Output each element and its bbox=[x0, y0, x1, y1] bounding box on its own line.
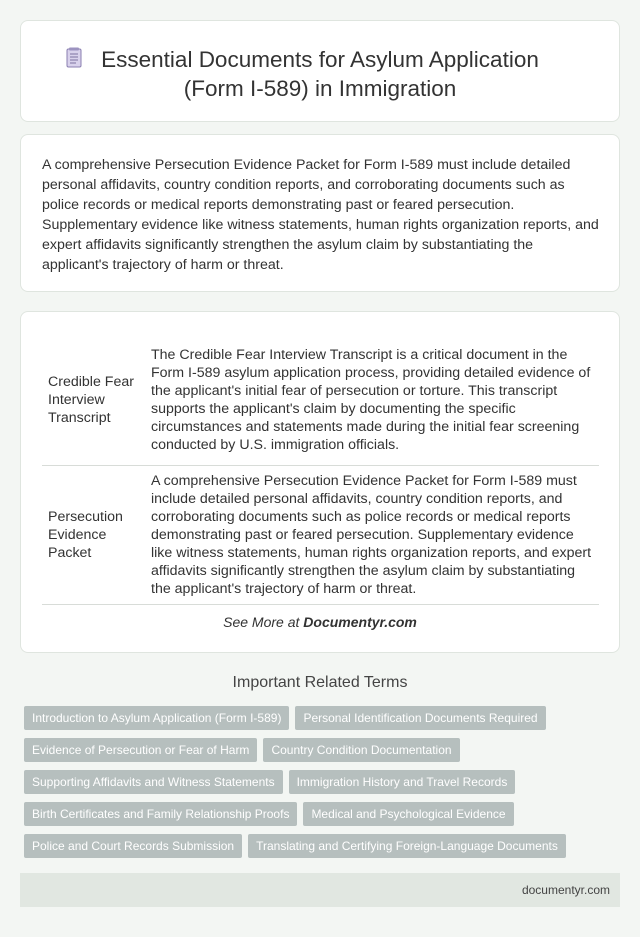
related-terms-list bbox=[24, 706, 604, 866]
related-term-tag[interactable]: Translating and Certifying Foreign-Language Documents bbox=[248, 834, 566, 858]
table-row bbox=[42, 336, 599, 465]
related-terms-heading: Important Related Terms bbox=[232, 674, 408, 691]
description-cell: A comprehensive Persecution Evidence Packet for Form I-589 must include detailed personal affidavits, country condition reports, and corroborating documents such as police records or medical reports demonstrating past or feared persecution. Supplementary evidence like witness statements, human rights organization reports, and expert affidavits significantly strengthen the asylum claim by substantiating the applicant's trajectory of harm or threat. bbox=[146, 465, 599, 604]
summary-card bbox=[20, 134, 620, 292]
tag-row bbox=[24, 770, 604, 802]
related-term-tag[interactable]: Immigration History and Travel Records bbox=[289, 770, 516, 794]
summary-text: A comprehensive Persecution Evidence Packet for Form I-589 must include detailed personal affidavits, country condition reports, and corroborating documents such as police records or medical reports demonstrating past or feared persecution. Supplementary evidence like witness statements, human rights organization reports, and expert affidavits significantly strengthen the asylum claim by substantiating the applicant's trajectory of harm or threat. bbox=[42, 157, 599, 273]
tag-row bbox=[24, 706, 604, 738]
related-term-tag[interactable]: Evidence of Persecution or Fear of Harm bbox=[24, 738, 257, 762]
term-cell: Credible Fear Interview Transcript bbox=[42, 336, 146, 465]
page-title bbox=[21, 45, 619, 103]
header-card bbox=[20, 20, 620, 122]
tag-row bbox=[24, 802, 604, 834]
related-term-tag[interactable]: Personal Identification Documents Required bbox=[295, 706, 545, 730]
related-term-tag[interactable]: Birth Certificates and Family Relationship Proofs bbox=[24, 802, 297, 826]
description-cell: The Credible Fear Interview Transcript is a critical document in the Form I-589 asylum application process, providing detailed evidence of the applicant's initial fear of persecution or torture. This transcript supports the applicant's claim by documenting the specific circumstances and statements made during the initial fear screening conducted by U.S. immigration officials. bbox=[146, 336, 599, 465]
tag-row bbox=[24, 738, 604, 770]
related-term-tag[interactable]: Country Condition Documentation bbox=[263, 738, 459, 762]
see-more-link[interactable] bbox=[21, 614, 619, 630]
table-row bbox=[42, 465, 599, 604]
footer bbox=[20, 873, 620, 907]
tag-row bbox=[24, 834, 604, 866]
related-term-tag[interactable]: Medical and Psychological Evidence bbox=[303, 802, 513, 826]
see-more-prefix: See More at bbox=[223, 614, 304, 630]
page-title-line-1: Essential Documents for Asylum Application bbox=[101, 47, 539, 72]
related-term-tag[interactable]: Introduction to Asylum Application (Form I-589) bbox=[24, 706, 289, 730]
page-title-line-2: (Form I-589) in Immigration bbox=[183, 76, 457, 101]
related-term-tag[interactable]: Supporting Affidavits and Witness Statements bbox=[24, 770, 283, 794]
see-more-site[interactable]: Documentyr.com bbox=[303, 614, 417, 630]
related-term-tag[interactable]: Police and Court Records Submission bbox=[24, 834, 242, 858]
terms-table-card bbox=[20, 311, 620, 653]
term-cell: Persecution Evidence Packet bbox=[42, 465, 146, 604]
terms-table bbox=[42, 336, 599, 605]
footer-site-link[interactable]: documentyr.com bbox=[521, 883, 610, 897]
